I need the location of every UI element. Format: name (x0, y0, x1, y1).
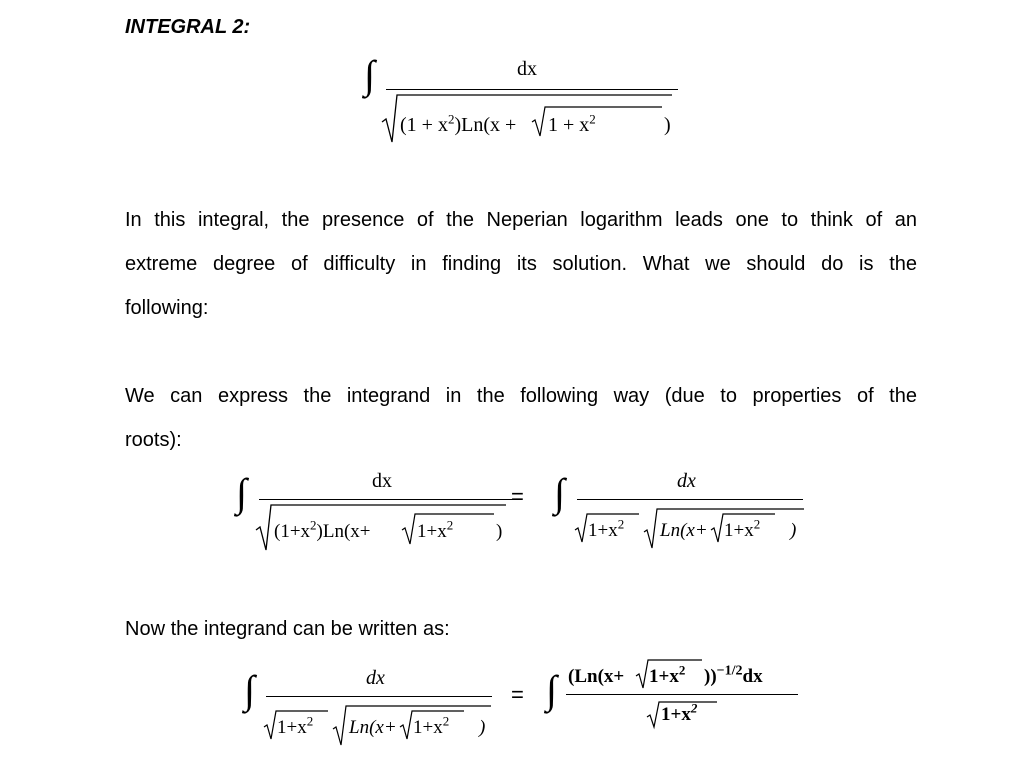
f3-num-right-a: (Ln(x+ (568, 666, 625, 687)
f1-den-close: ) (664, 114, 671, 136)
f2-left-inner-radical (402, 510, 502, 550)
f1-den-a: (1 + x (400, 114, 448, 136)
f3-den-left-ln: Ln(x+ (349, 717, 397, 738)
f3-equals: = (511, 682, 524, 707)
f3-num-radical (636, 656, 706, 696)
paragraph-1 (125, 198, 917, 330)
paragraph-3 (125, 607, 917, 651)
p3-line-1: Now the integrand can be written as: (125, 618, 450, 640)
f2-den-l-a: (1+x (274, 521, 311, 542)
f2-den-l-sup: 2 (310, 517, 317, 533)
f1-inner-rad-text (548, 113, 596, 137)
f2-num-left: dx (372, 470, 392, 492)
integral-sign: ∫ (364, 52, 375, 97)
f2-bar-left (259, 499, 513, 500)
f1-fraction-bar (386, 89, 678, 90)
f3-den-r-rad-sup: 2 (690, 700, 698, 716)
f2-den-left-close: ) (496, 521, 503, 542)
f3-den-r-rad: 1+x (661, 704, 691, 725)
f3-num-right-b (704, 665, 763, 689)
f1-denominator (400, 113, 516, 137)
f2-num-right: dx (677, 470, 696, 492)
f1-numerator: dx (517, 58, 537, 80)
f2-den-r-rad2: 1+x (724, 520, 754, 541)
f3-den-left-rad2 (413, 713, 450, 740)
f3-num-r-rad: 1+x (649, 666, 679, 687)
f3-bar-right (566, 694, 798, 695)
p2-line-2: roots): (125, 429, 182, 451)
page-heading: INTEGRAL 2: (125, 16, 251, 38)
f2-den-r-rad1: 1+x (588, 520, 618, 541)
f2-den-right-rad1 (588, 516, 625, 543)
f2-integral-right: ∫ (554, 470, 565, 515)
f2-right-radical-1 (575, 510, 645, 550)
f3-num-r-rad-sup: 2 (678, 662, 686, 678)
f3-integral-right: ∫ (546, 667, 557, 712)
f2-right-radical-2 (644, 504, 814, 554)
f2-den-left (274, 517, 371, 544)
f3-right-den-radical (647, 699, 727, 739)
f2-den-right-close: ) (790, 520, 797, 541)
p1-line-2: extreme degree of difficulty in finding its solution. What we should do is the (125, 253, 917, 275)
f2-equals: = (511, 484, 524, 509)
f3-den-l-rad1-sup: 2 (306, 713, 314, 729)
f2-bar-right (577, 499, 803, 500)
f2-den-l-b: )Ln(x+ (316, 521, 371, 542)
f3-num-r-exp: −1/2 (716, 663, 743, 679)
f3-left-radical-3 (400, 707, 470, 747)
f2-den-r-rad1-sup: 2 (617, 516, 625, 532)
f2-den-right-ln: Ln(x+ (660, 520, 708, 541)
f2-den-left-rad (417, 517, 454, 544)
f3-left-radical-1 (264, 707, 334, 747)
f1-inner-sup: 2 (589, 111, 596, 127)
f3-den-right-rad (661, 700, 698, 727)
p1-line-1: In this integral, the presence of the Neperian logarithm leads one to think of an (125, 209, 917, 231)
f3-bar-left (266, 696, 492, 697)
f2-den-r-rad2-sup: 2 (753, 516, 761, 532)
f3-num-r-dx: dx (742, 666, 763, 687)
f3-num-r-b: )) (704, 666, 717, 687)
f3-den-left-close: ) (479, 717, 486, 738)
f2-left-outer-radical (256, 500, 516, 560)
f2-integral-left: ∫ (236, 470, 247, 515)
f2-den-l-rad: 1+x (417, 521, 447, 542)
formula-1 (0, 0, 1021, 160)
f3-den-l-rad1: 1+x (277, 717, 307, 738)
f2-den-l-rad-sup: 2 (446, 517, 454, 533)
f3-num-right-rad (649, 662, 686, 689)
f3-integral-left: ∫ (244, 667, 255, 712)
f3-left-radical-2 (333, 701, 503, 751)
f1-den-b: )Ln(x + (454, 114, 517, 136)
f1-den-sup: 2 (447, 111, 455, 127)
f3-den-l-rad2-sup: 2 (442, 713, 450, 729)
paragraph-2 (125, 374, 917, 462)
f1-inner-rad: 1 + x (548, 114, 590, 136)
f3-den-left-rad1 (277, 713, 314, 740)
f3-num-left: dx (366, 667, 385, 689)
p1-line-3: following: (125, 297, 209, 319)
f3-den-l-rad2: 1+x (413, 717, 443, 738)
p2-line-1: We can express the integrand in the following way (due to properties of the (125, 385, 917, 407)
f2-den-right-rad2 (724, 516, 761, 543)
f2-right-radical-3 (711, 510, 781, 550)
